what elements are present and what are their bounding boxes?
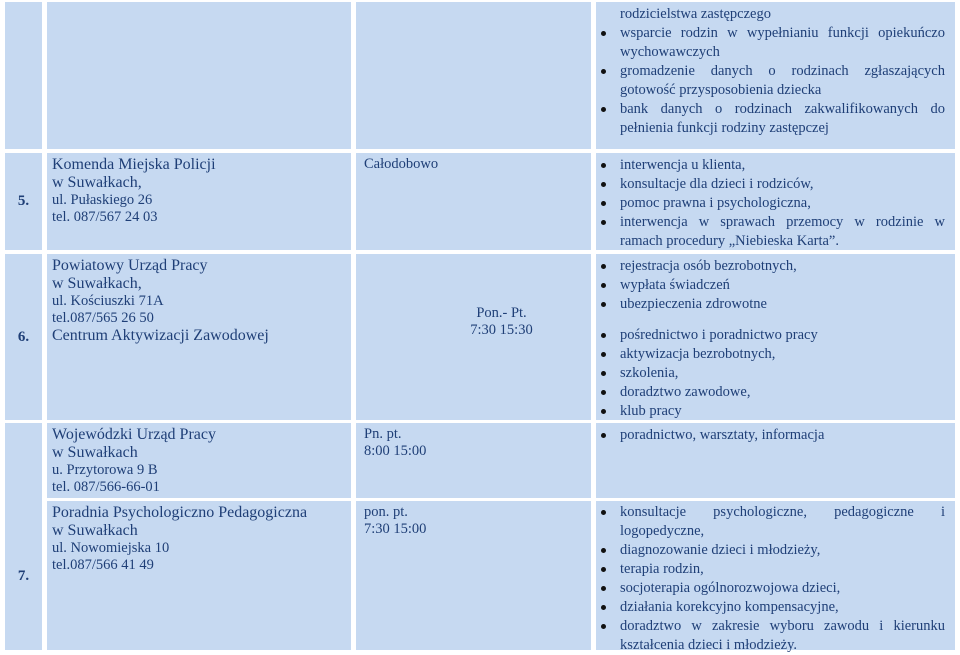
row6-hours-time: 7:30 15:30 bbox=[470, 322, 533, 338]
top-services-cell bbox=[596, 2, 955, 149]
top-org-cell bbox=[47, 2, 351, 149]
list-item: poradnictwo, warsztaty, informacja bbox=[596, 426, 945, 445]
list-item: bank danych o rodzinach zakwalifikowanych do pełnienia funkcji rodziny zastępczej bbox=[596, 100, 945, 138]
list-item: ubezpieczenia zdrowotne bbox=[596, 295, 945, 314]
top-number-cell bbox=[5, 2, 42, 149]
bullet-icon bbox=[601, 510, 606, 515]
list-item: doradztwo w zakresie wyboru zawodu i kierunku kształcenia dzieci i młodzieży. bbox=[596, 617, 945, 655]
row6-org-cell bbox=[47, 254, 351, 420]
row7-hours-cell bbox=[356, 501, 591, 650]
list-item: rejestracja osób bezrobotnych, bbox=[596, 257, 945, 276]
bullet-icon bbox=[601, 182, 606, 187]
row6c-services-cell bbox=[596, 423, 955, 498]
bullet-icon bbox=[601, 220, 606, 225]
row6c-hours-cell bbox=[356, 423, 591, 498]
row6c-hours-time: 8:00 15:00 bbox=[364, 443, 427, 459]
bullet-icon bbox=[601, 624, 606, 629]
bullet-icon bbox=[601, 69, 606, 74]
row6c-hours-days: Pn. pt. bbox=[364, 426, 402, 442]
top-intro-text: rodzicielstwa zastępczego bbox=[620, 6, 771, 22]
list-item: aktywizacja bezrobotnych, bbox=[596, 345, 945, 364]
row7-services-cell bbox=[596, 501, 955, 653]
row5-services-list bbox=[596, 156, 945, 251]
row6-org-a-phone: tel.087/565 26 50 bbox=[52, 310, 154, 326]
row6c-services-list bbox=[596, 426, 945, 445]
bullet-icon bbox=[601, 586, 606, 591]
row6-services-b-list bbox=[596, 326, 945, 421]
list-item: klub pracy bbox=[596, 402, 945, 421]
row7-org-cell bbox=[47, 501, 351, 650]
row6c-org-street: u. Przytorowa 9 B bbox=[52, 462, 158, 478]
bullet-icon bbox=[601, 31, 606, 36]
bullet-icon bbox=[601, 548, 606, 553]
row7-org-street: ul. Nowomiejska 10 bbox=[52, 540, 170, 556]
bullet-icon bbox=[601, 567, 606, 572]
bullet-icon bbox=[601, 283, 606, 288]
top-services-list bbox=[596, 24, 945, 138]
bullet-icon bbox=[601, 302, 606, 307]
bullet-icon bbox=[601, 264, 606, 269]
row6c-org-city: w Suwałkach bbox=[52, 444, 138, 461]
row5-org-street: ul. Pułaskiego 26 bbox=[52, 192, 153, 208]
list-item: interwencja w sprawach przemocy w rodzinie w ramach procedury „Niebieska Karta”. bbox=[596, 213, 945, 251]
row7-hours-days: pon. pt. bbox=[364, 504, 408, 520]
bullet-icon bbox=[601, 333, 606, 338]
list-item: diagnozowanie dzieci i młodzieży, bbox=[596, 541, 945, 560]
bullet-icon bbox=[601, 107, 606, 112]
row6-hours-cell bbox=[356, 254, 591, 420]
list-item: wsparcie rodzin w wypełnianiu funkcji opiekuńczo wychowawczych bbox=[596, 24, 945, 62]
bullet-icon bbox=[601, 163, 606, 168]
list-item: konsultacje psychologiczne, pedagogiczne i logopedyczne, bbox=[596, 503, 945, 541]
bullet-icon bbox=[601, 433, 606, 438]
list-item: pomoc prawna i psychologiczna, bbox=[596, 194, 945, 213]
row7-org-name: Poradnia Psychologiczno Pedagogiczna bbox=[52, 504, 308, 521]
row6-hours-days: Pon.- Pt. bbox=[476, 305, 527, 321]
row6-services-cell bbox=[596, 254, 955, 420]
bullet-icon bbox=[601, 605, 606, 610]
list-item: działania korekcyjno kompensacyjne, bbox=[596, 598, 945, 617]
row7-hours-time: 7:30 15:00 bbox=[364, 521, 427, 537]
row6-org-b-name: Centrum Aktywizacji Zawodowej bbox=[52, 327, 269, 344]
row5-services-cell bbox=[596, 153, 955, 250]
row7-services-list bbox=[596, 503, 945, 655]
list-item: gromadzenie danych o rodzinach zgłaszających gotowość przysposobienia dziecka bbox=[596, 62, 945, 100]
list-item: doradztwo zawodowe, bbox=[596, 383, 945, 402]
row6-org-a-street: ul. Kościuszki 71A bbox=[52, 293, 164, 309]
row5-hours-cell bbox=[356, 153, 591, 250]
list-item: interwencja u klienta, bbox=[596, 156, 945, 175]
row5-hours: Całodobowo bbox=[364, 156, 439, 172]
row5-org-phone: tel. 087/567 24 03 bbox=[52, 209, 158, 225]
row5-org-city: w Suwałkach, bbox=[52, 174, 142, 191]
bullet-icon bbox=[601, 352, 606, 357]
row5-org-name: Komenda Miejska Policji bbox=[52, 156, 216, 173]
row7-org-phone: tel.087/566 41 49 bbox=[52, 557, 154, 573]
row7-number: 7. bbox=[5, 423, 42, 650]
bullet-icon bbox=[601, 371, 606, 376]
row6-number: 6. bbox=[5, 254, 42, 420]
row6c-org-name: Wojewódzki Urząd Pracy bbox=[52, 426, 216, 443]
row6-org-a-city: w Suwałkach, bbox=[52, 275, 142, 292]
bullet-icon bbox=[601, 201, 606, 206]
row6-services-a-list bbox=[596, 257, 945, 314]
list-item: szkolenia, bbox=[596, 364, 945, 383]
bullet-icon bbox=[601, 390, 606, 395]
list-item: wypłata świadczeń bbox=[596, 276, 945, 295]
row6c-org-cell bbox=[47, 423, 351, 498]
row5-number: 5. bbox=[5, 153, 42, 250]
row5-org-cell bbox=[47, 153, 351, 250]
row7-org-city: w Suwałkach bbox=[52, 522, 138, 539]
list-item: konsultacje dla dzieci i rodziców, bbox=[596, 175, 945, 194]
row6c-org-phone: tel. 087/566-66-01 bbox=[52, 479, 160, 495]
top-hours-cell bbox=[356, 2, 591, 149]
list-item: pośrednictwo i poradnictwo pracy bbox=[596, 326, 945, 345]
list-item: terapia rodzin, bbox=[596, 560, 945, 579]
list-item: socjoterapia ogólnorozwojowa dzieci, bbox=[596, 579, 945, 598]
bullet-icon bbox=[601, 409, 606, 414]
row6-org-a-name: Powiatowy Urząd Pracy bbox=[52, 257, 208, 274]
